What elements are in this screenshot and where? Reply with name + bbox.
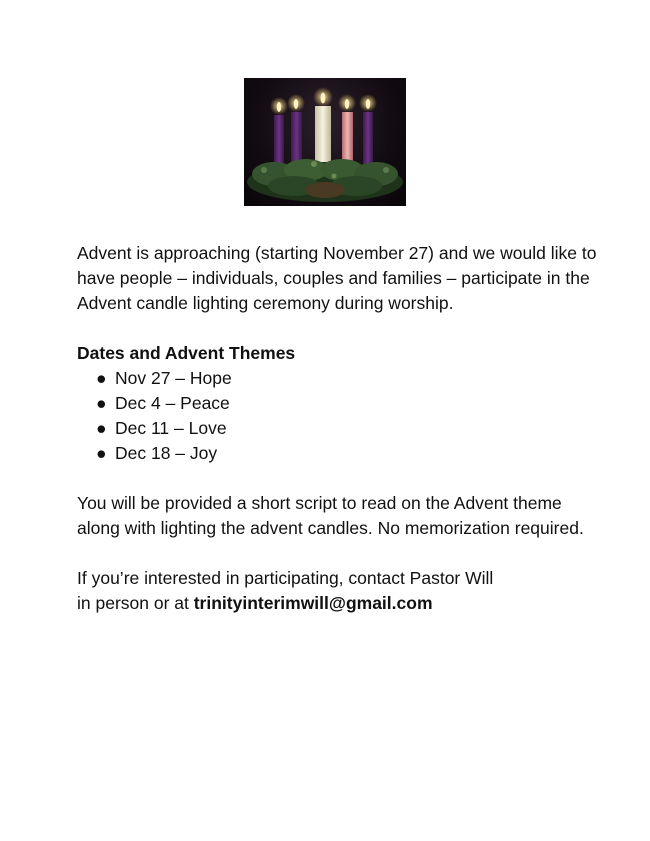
spacer xyxy=(77,466,597,491)
contact-line-2-prefix: in person or at xyxy=(77,593,194,613)
theme-text: Dec 11 – Love xyxy=(115,418,227,438)
contact-email-link[interactable]: trinityinterimwill@gmail.com xyxy=(193,593,433,613)
purple-candle-1 xyxy=(274,115,284,167)
white-candle xyxy=(315,106,331,168)
advent-wreath-image xyxy=(244,78,406,206)
themes-list xyxy=(77,366,597,466)
bullet-icon: ● xyxy=(96,368,107,388)
theme-text: Nov 27 – Hope xyxy=(115,368,232,388)
themes-heading: Dates and Advent Themes xyxy=(77,343,296,363)
bullet-icon: ● xyxy=(96,443,107,463)
bullet-icon: ● xyxy=(96,418,107,438)
list-item xyxy=(96,366,597,391)
list-item xyxy=(96,416,597,441)
flyer-body xyxy=(77,241,597,616)
bullet-icon: ● xyxy=(96,393,107,413)
theme-text: Dec 18 – Joy xyxy=(115,443,218,463)
list-item xyxy=(96,441,597,466)
purple-candle-3 xyxy=(363,112,373,168)
spacer xyxy=(77,541,597,566)
theme-text: Dec 4 – Peace xyxy=(115,393,230,413)
contact-line-1: If you’re interested in participating, contact Pastor Will xyxy=(77,568,494,588)
list-item xyxy=(96,391,597,416)
intro-paragraph: Advent is approaching (starting November 27) and we would like to have people – individuals, couples and families – participate in the Advent candle lighting ceremony during worship. xyxy=(77,243,597,313)
advent-wreath-illustration xyxy=(244,78,406,206)
wreath-greenery xyxy=(247,159,403,202)
contact-paragraph xyxy=(77,566,597,616)
script-note-paragraph: You will be provided a short script to read on the Advent theme along with lighting the advent candles. No memorization required. xyxy=(77,493,584,538)
spacer xyxy=(77,316,597,341)
